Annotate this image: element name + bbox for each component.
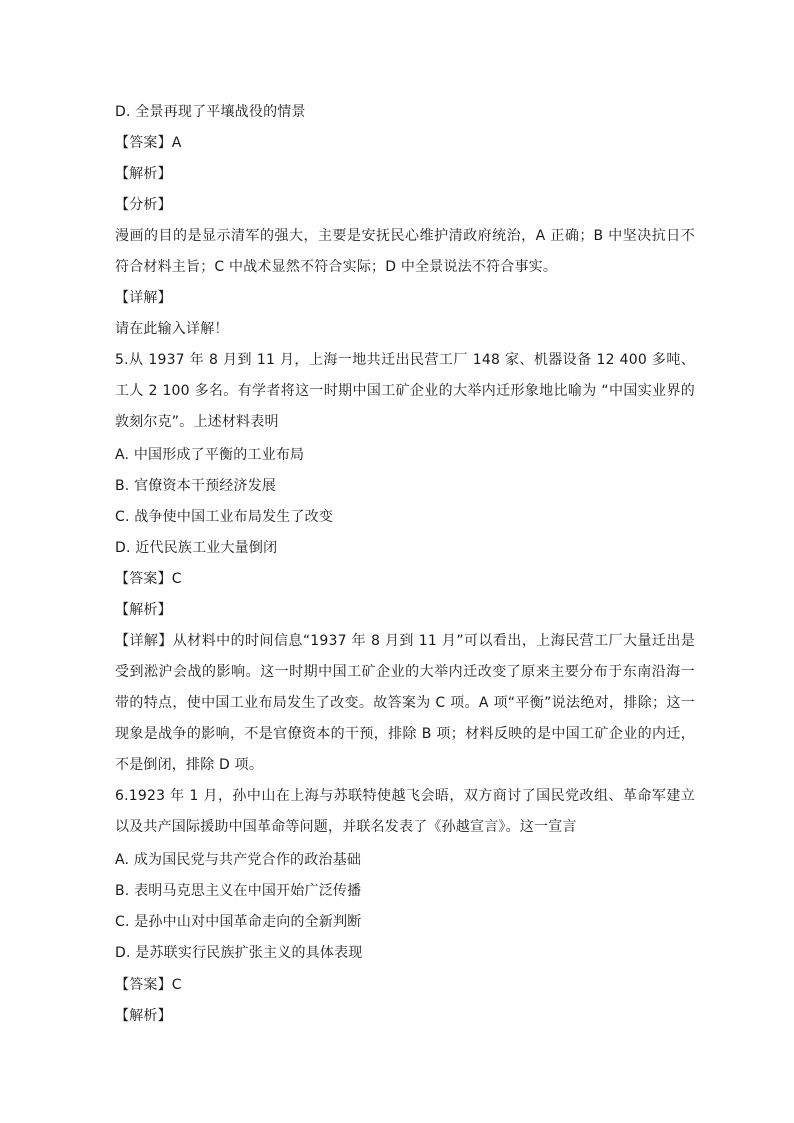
q4-option-d: D. 全景再现了平壤战役的情景 (115, 104, 306, 120)
q4-fenxi-text: 漫画的目的是显示清军的强大，主要是安抚民心维护清政府统治，A 正确；B 中坚决抗日不符合材料主旨；C 中战术显然不符合实际；D 中全景说法不符合事实。 (115, 228, 695, 275)
q5-stem: 5.从 1937 年 8 月到 11 月，上海一地共迁出民营工厂 148 家、机器设备 12 400 多吨、工人 2 100 多名。有学者将这一时期中国工矿企业的大举内迁形象地比喻为 “中国实业界的敦刻尔克”。上述材料表明 (115, 352, 695, 430)
q6-option-a: A. 成为国民党与共产党合作的政治基础 (115, 852, 362, 868)
q5-option-d: D. 近代民族工业大量倒闭 (115, 540, 278, 556)
q6-option-c: C. 是孙中山对中国革命走向的全新判断 (115, 914, 362, 930)
q5-option-b: B. 官僚资本干预经济发展 (115, 478, 277, 494)
q5-answer: 【答案】C (115, 571, 182, 587)
q5-option-a: A. 中国形成了平衡的工业布局 (115, 447, 305, 463)
q6-option-b: B. 表明马克思主义在中国开始广泛传播 (115, 883, 362, 899)
q4-detail-text: 请在此输入详解！ (115, 321, 229, 337)
q4-analysis-label: 【解析】 (115, 166, 172, 182)
q6-analysis-label: 【解析】 (115, 1008, 172, 1024)
q5-option-c: C. 战争使中国工业布局发生了改变 (115, 509, 334, 525)
q6-option-d: D. 是苏联实行民族扩张主义的具体表现 (115, 945, 363, 961)
q6-answer: 【答案】C (115, 977, 182, 993)
q5-analysis-label: 【解析】 (115, 602, 172, 618)
q4-fenxi-label: 【分析】 (115, 197, 172, 213)
q4-detail-label: 【详解】 (115, 290, 172, 306)
q6-stem: 6.1923 年 1 月，孙中山在上海与苏联特使越飞会晤，双方商讨了国民党改组、革命军建立以及共产国际援助中国革命等问题，并联名发表了《孙越宣言》。这一宣言 (115, 788, 695, 835)
q4-answer: 【答案】A (115, 135, 182, 151)
q5-detail-text: 【详解】从材料中的时间信息“1937 年 8 月到 11 月”可以看出，上海民营工厂大量迁出是受到淞沪会战的影响。这一时期中国工矿企业的大举内迁改变了原来主要分布于东南沿海一带的特点，使中国工业布局发生了改变。故答案为 C 项。A 项“平衡”说法绝对，排除；这一现象是战争的影响，不是官僚资本的干预，排除 B 项；材料反映的是中国工矿企业的内迁，不是倒闭，排除 D 项。 (115, 633, 695, 773)
